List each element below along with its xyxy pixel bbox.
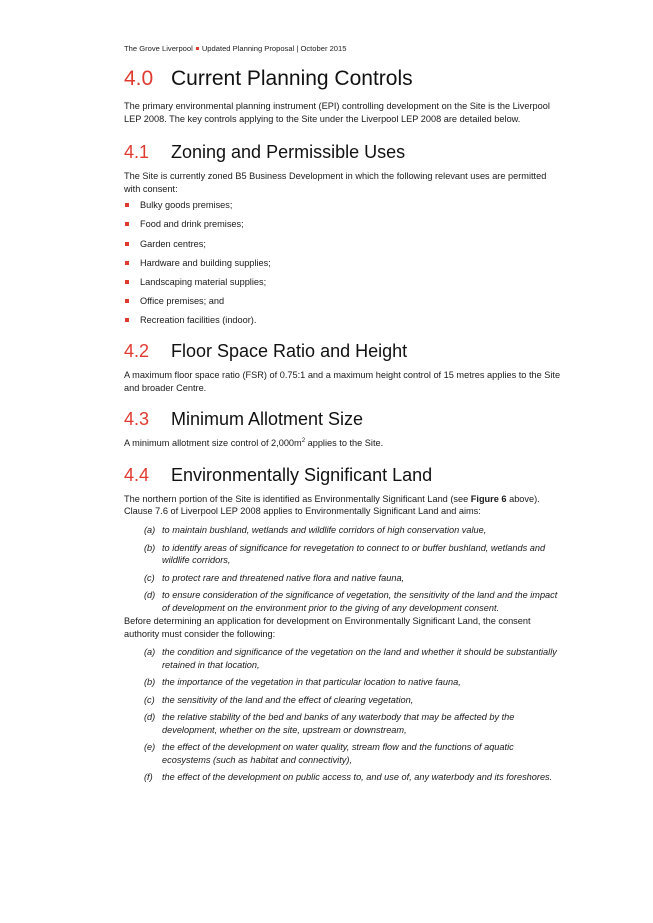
section-heading-4-3 — [124, 408, 564, 430]
list-item: Garden centres; — [124, 238, 564, 250]
list-item: Landscaping material supplies; — [124, 276, 564, 288]
section-body: The northern portion of the Site is identified as Environmentally Significant Land (see Figure 6 above). Clause 7.6 of Liverpool LEP 2008 applies to Environmentally Significant Land and aims: — [124, 493, 540, 517]
section-heading-4-2 — [124, 340, 564, 362]
section-body: The primary environmental planning instrument (EPI) controlling development on the Site is the Liverpool LEP 2008. The key controls applying to the Site under the Liverpool LEP 2008 are detailed below. — [124, 101, 550, 124]
section-number: 4.1 — [124, 142, 150, 163]
figure-reference: Figure 6 — [470, 493, 507, 504]
permitted-uses-list — [124, 199, 564, 326]
section-title: Environmentally Significant Land — [171, 464, 433, 485]
header-right: Updated Planning Proposal | October 2015 — [201, 44, 347, 53]
running-header — [124, 44, 346, 53]
list-item: (a) the condition and significance of the vegetation on the land and whether it should be substantially retained in that location, — [144, 647, 557, 670]
section-heading-4-1 — [124, 141, 564, 163]
list-item: (a) to maintain bushland, wetlands and wildlife corridors of high conservation value, — [144, 524, 487, 535]
bullet-icon — [125, 242, 129, 246]
list-item: Bulky goods premises; — [124, 199, 564, 211]
page-content — [124, 66, 564, 789]
list-item: (d) to ensure consideration of the significance of vegetation, the sensitivity of the land and the impact of development on the environment prior to the giving of any development consent. — [144, 590, 558, 613]
section-title: Floor Space Ratio and Height — [171, 340, 408, 361]
section-title: Current Planning Controls — [171, 67, 413, 90]
aims-list — [124, 524, 564, 614]
bullet-icon — [125, 299, 129, 303]
bullet-icon — [125, 222, 129, 226]
list-item: Office premises; and — [124, 295, 564, 307]
header-left: The Grove Liverpool — [124, 44, 193, 53]
section-title: Zoning and Permissible Uses — [171, 142, 406, 163]
list-item: (d) the relative stability of the bed and banks of any waterbody that may be affected by the development, whether on the site, upstream or downstream, — [144, 712, 515, 735]
list-item: (b) the importance of the vegetation in that particular location to native fauna, — [144, 677, 461, 688]
section-body: A maximum floor space ratio (FSR) of 0.75:1 and a maximum height control of 15 metres applies to the Site and broader Centre. — [124, 369, 561, 393]
considerations-intro: Before determining an application for development on Environmentally Significant Land, the consent authority must consider the following: — [124, 616, 531, 639]
section-body: A minimum allotment size control of $2,000m^2$ applies to the Site. — [124, 438, 384, 449]
considerations-list — [124, 646, 564, 784]
section-number: 4.2 — [124, 340, 150, 361]
section-title: Minimum Allotment Size — [171, 409, 364, 430]
bullet-icon — [125, 318, 129, 322]
list-item: Food and drink premises; — [124, 218, 564, 230]
section-body: The Site is currently zoned B5 Business Development in which the following relevant uses are permitted with consent: — [124, 171, 547, 194]
section-number: 4.4 — [124, 464, 150, 485]
bullet-icon — [125, 203, 129, 207]
list-item: (e) the effect of the development on water quality, stream flow and the functions of aquatic ecosystems (such as habitat and connectivity), — [144, 742, 514, 765]
section-number: 4.0 — [124, 67, 154, 90]
list-item: Hardware and building supplies; — [124, 257, 564, 269]
list-item: (c) to protect rare and threatened native flora and native fauna, — [144, 572, 405, 583]
section-number: 4.3 — [124, 409, 150, 430]
bullet-icon — [125, 261, 129, 265]
section-heading-4-4 — [124, 464, 564, 486]
header-bullet-icon — [196, 47, 199, 50]
list-item: Recreation facilities (indoor). — [124, 314, 564, 326]
list-item: (c) the sensitivity of the land and the effect of clearing vegetation, — [144, 694, 414, 705]
bullet-icon — [125, 280, 129, 284]
list-item: (f) the effect of the development on public access to, and use of, any waterbody and its foreshores. — [144, 772, 553, 783]
section-heading-4-0 — [124, 66, 564, 92]
list-item: (b) to identify areas of significance for revegetation to connect to or buffer bushland, wetlands and wildlife corridors, — [144, 542, 546, 565]
